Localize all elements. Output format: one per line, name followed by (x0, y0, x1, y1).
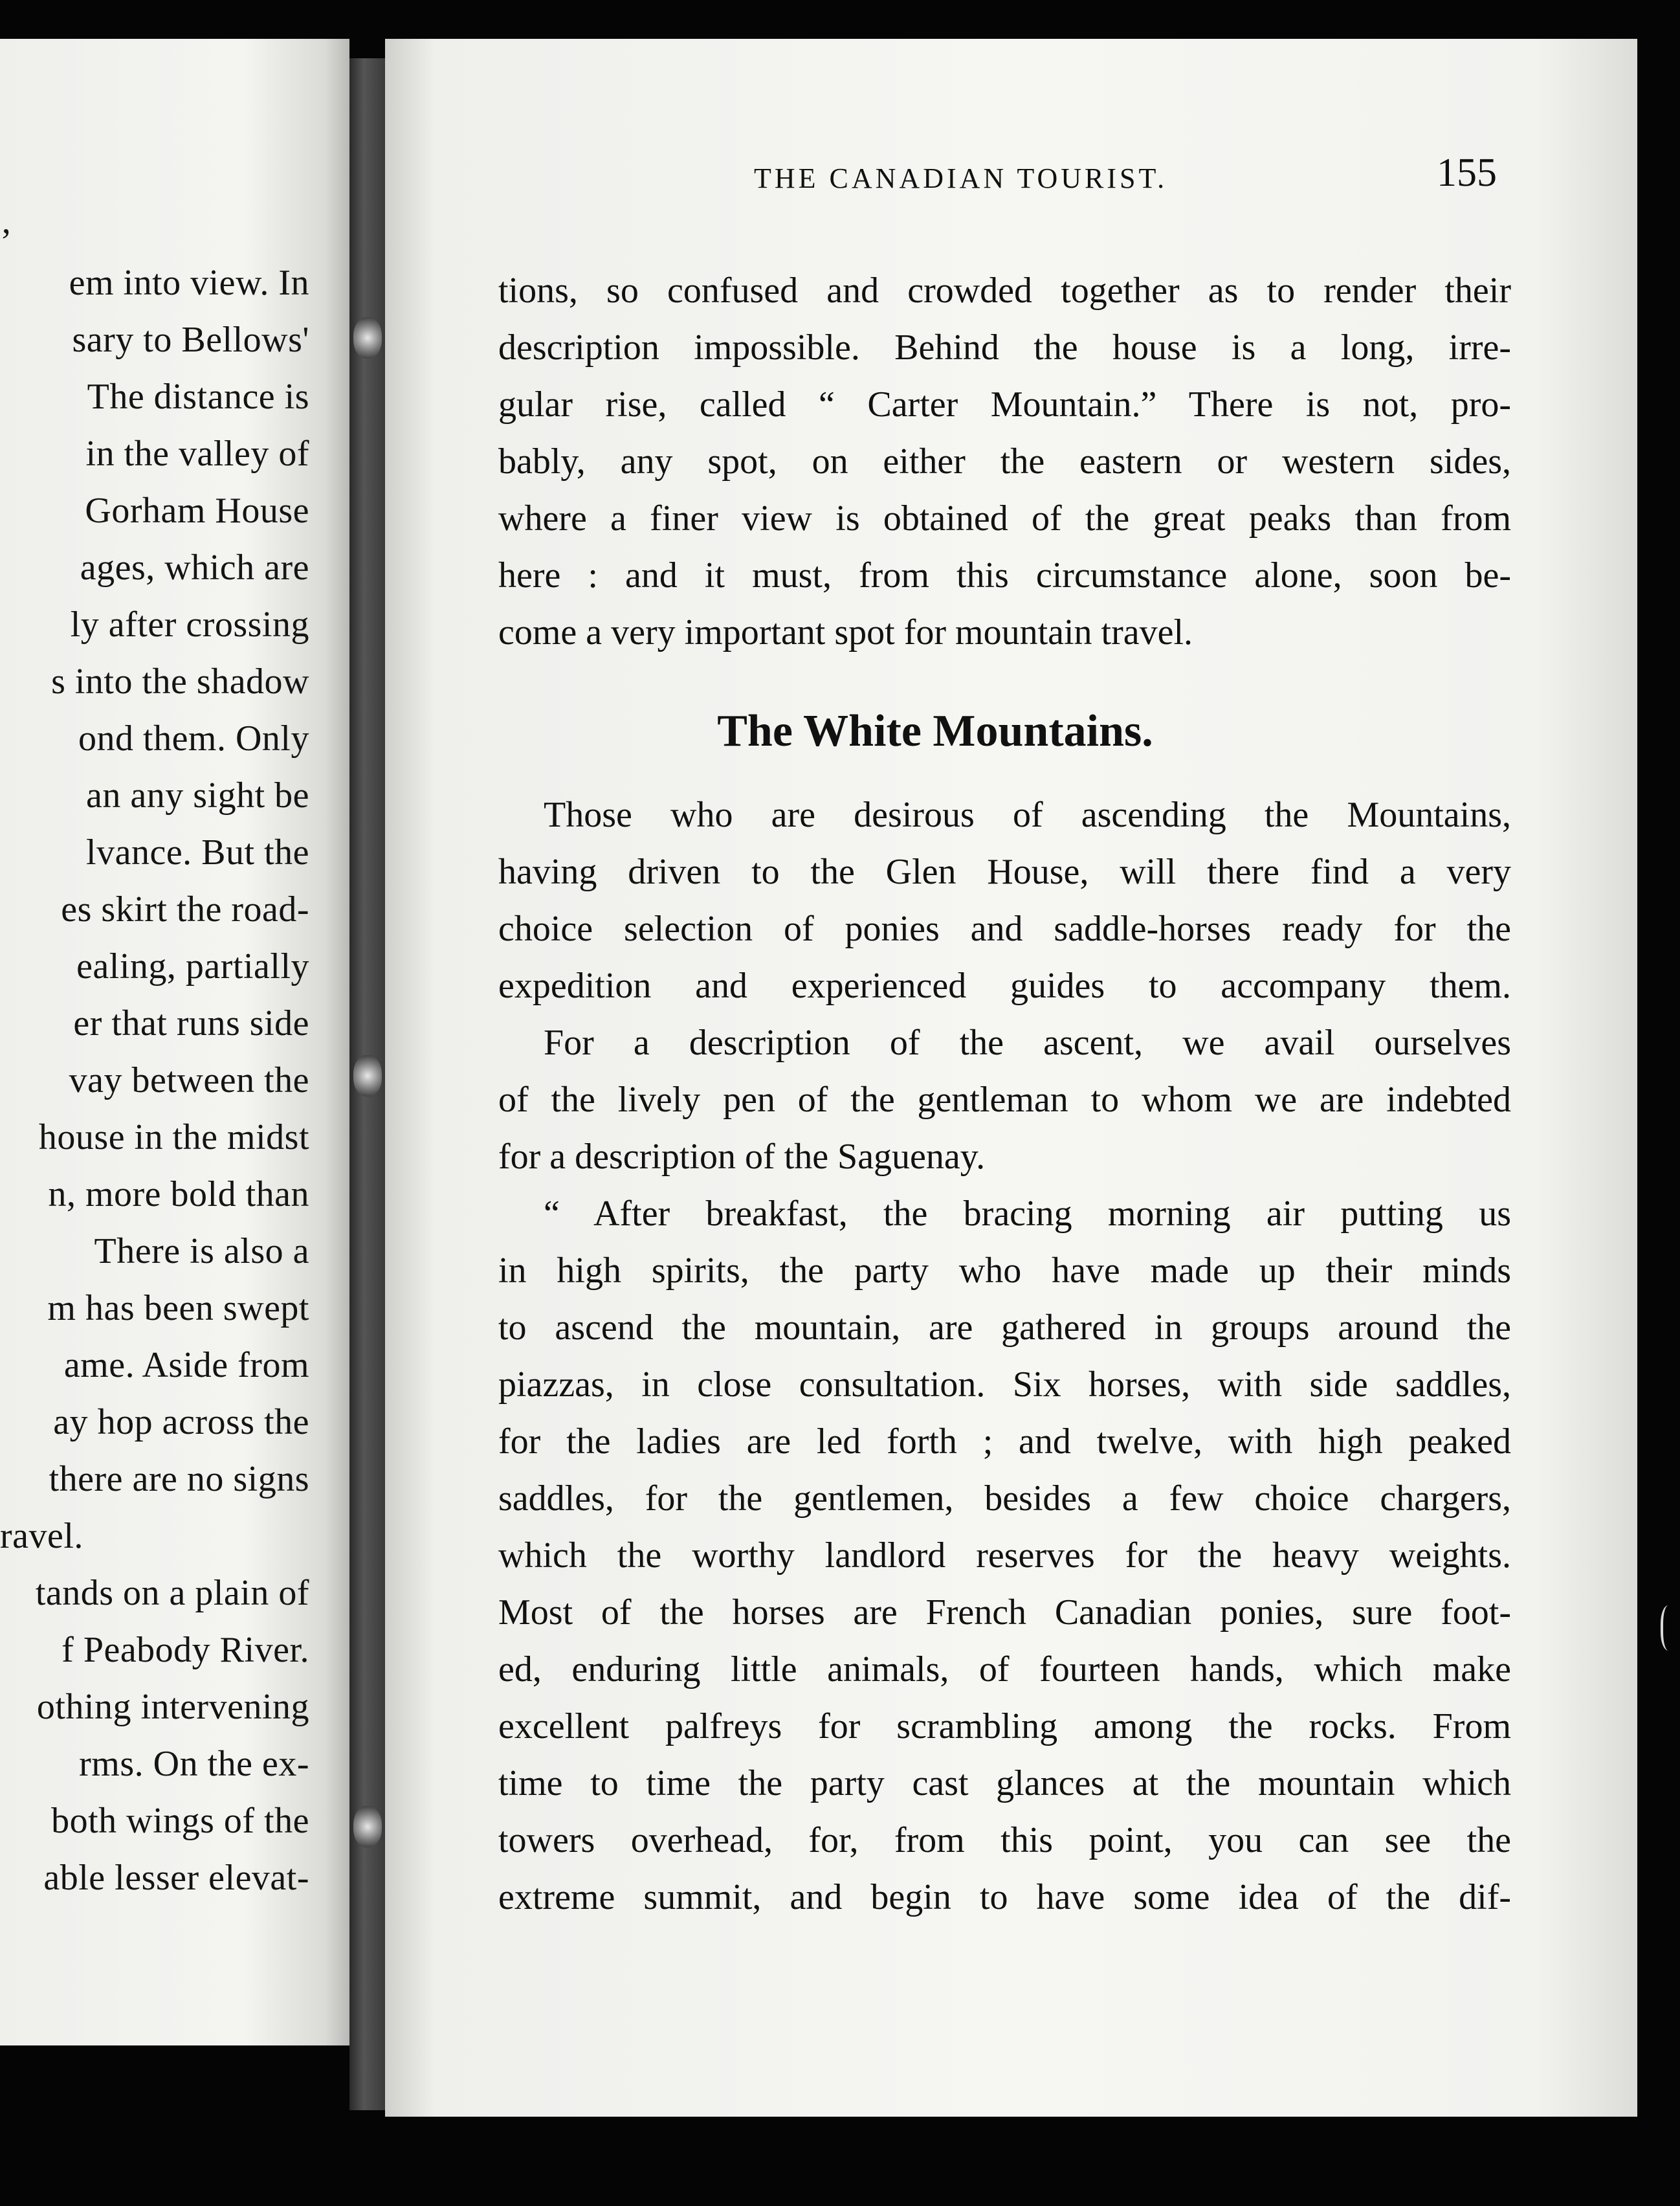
text-line: For a description of the ascent, we avail ourselves (544, 1023, 1511, 1063)
binding-thread (353, 1806, 382, 1847)
text-line: bably, any spot, on either the eastern or western sides, (498, 441, 1511, 482)
left-line: ravel. (0, 1516, 83, 1556)
left-line: house in the midst (38, 1117, 309, 1157)
left-line: Gorham House (85, 491, 309, 531)
left-line: able lesser elevat- (43, 1858, 309, 1898)
left-line: lvance. But the (86, 832, 309, 873)
text-line: Those who are desirous of ascending the Mountains, (544, 795, 1511, 835)
left-line: er that runs side (73, 1003, 309, 1043)
text-line: ed, enduring little animals, of fourteen hands, which make (498, 1649, 1511, 1689)
left-line: ages, which are (80, 548, 309, 588)
left-line: s into the shadow (51, 662, 309, 702)
left-page (0, 39, 349, 2045)
text-line: tions, so confused and crowded together as to render their (498, 271, 1511, 311)
left-line: m has been swept (47, 1288, 309, 1328)
text-line: “ After breakfast, the bracing morning air putting us (544, 1194, 1511, 1234)
left-line: rms. On the ex- (79, 1744, 309, 1784)
left-line: both wings of the (51, 1801, 309, 1841)
text-line: where a finer view is obtained of the great peaks than from (498, 498, 1511, 539)
left-line: an any sight be (86, 775, 309, 816)
left-margin-mark: ‚ (0, 201, 12, 241)
left-line: vay between the (69, 1060, 309, 1100)
left-line: em into view. In (69, 263, 309, 303)
left-line: in the valley of (85, 434, 309, 474)
right-page (385, 39, 1637, 2117)
text-line: piazzas, in close consultation. Six horses, with side saddles, (498, 1365, 1511, 1405)
text-line: of the lively pen of the gentleman to whom we are indebted (498, 1080, 1511, 1120)
page-number: 155 (1437, 151, 1497, 195)
running-head: THE CANADIAN TOURIST. (754, 162, 1168, 194)
paragraph-mountains-intro (498, 786, 1511, 1014)
left-line: ame. Aside from (63, 1345, 309, 1385)
paragraph-ascent-description (498, 1014, 1511, 1185)
text-line: saddles, for the gentlemen, besides a few choice chargers, (498, 1478, 1511, 1519)
text-line: to ascend the mountain, are gathered in groups around the (498, 1308, 1511, 1348)
left-line: sary to Bellows' (72, 320, 309, 360)
left-line: othing intervening (36, 1687, 309, 1727)
left-line: n, more bold than (48, 1174, 309, 1214)
book-gutter (349, 58, 385, 2110)
text-line: which the worthy landlord reserves for the heavy weights. (498, 1535, 1511, 1576)
text-line: come a very important spot for mountain travel. (498, 612, 1193, 652)
left-line: there are no signs (49, 1459, 309, 1499)
binding-thread (353, 317, 382, 359)
left-line: tands on a plain of (35, 1573, 309, 1613)
text-line: here : and it must, from this circumstance alone, soon be- (498, 555, 1511, 596)
text-line: description impossible. Behind the house is a long, irre- (498, 328, 1511, 368)
page-edge-mark (1661, 1605, 1680, 1651)
section-heading: The White Mountains. (717, 706, 1153, 756)
left-line: ly after crossing (70, 605, 309, 645)
text-line: expedition and experienced guides to accompany them. (498, 966, 1511, 1006)
text-line: time to time the party cast glances at the mountain which (498, 1763, 1511, 1803)
text-line: Most of the horses are French Canadian ponies, sure foot- (498, 1592, 1511, 1632)
left-line: ond them. Only (78, 719, 309, 759)
text-line: towers overhead, for, from this point, you can see the (498, 1820, 1511, 1860)
text-line: having driven to the Glen House, will there find a very (498, 852, 1511, 892)
paragraph-quoted-account (498, 1185, 1511, 1926)
paragraph-continued (498, 262, 1511, 661)
binding-thread (353, 1055, 382, 1097)
left-line: ealing, partially (76, 946, 309, 986)
text-line: in high spirits, the party who have made up their minds (498, 1251, 1511, 1291)
text-line: gular rise, called “ Carter Mountain.” There is not, pro- (498, 384, 1511, 425)
left-line: f Peabody River. (61, 1630, 309, 1670)
left-line: The distance is (87, 377, 309, 417)
left-line: ay hop across the (53, 1402, 309, 1442)
left-line: es skirt the road- (61, 889, 309, 930)
text-line: extreme summit, and begin to have some idea of the dif- (498, 1877, 1511, 1917)
text-line: excellent palfreys for scrambling among the rocks. From (498, 1706, 1511, 1746)
left-line: There is also a (94, 1231, 309, 1271)
text-line: for a description of the Saguenay. (498, 1137, 986, 1177)
text-line: choice selection of ponies and saddle-horses ready for the (498, 909, 1511, 949)
text-line: for the ladies are led forth ; and twelve, with high peaked (498, 1421, 1511, 1462)
